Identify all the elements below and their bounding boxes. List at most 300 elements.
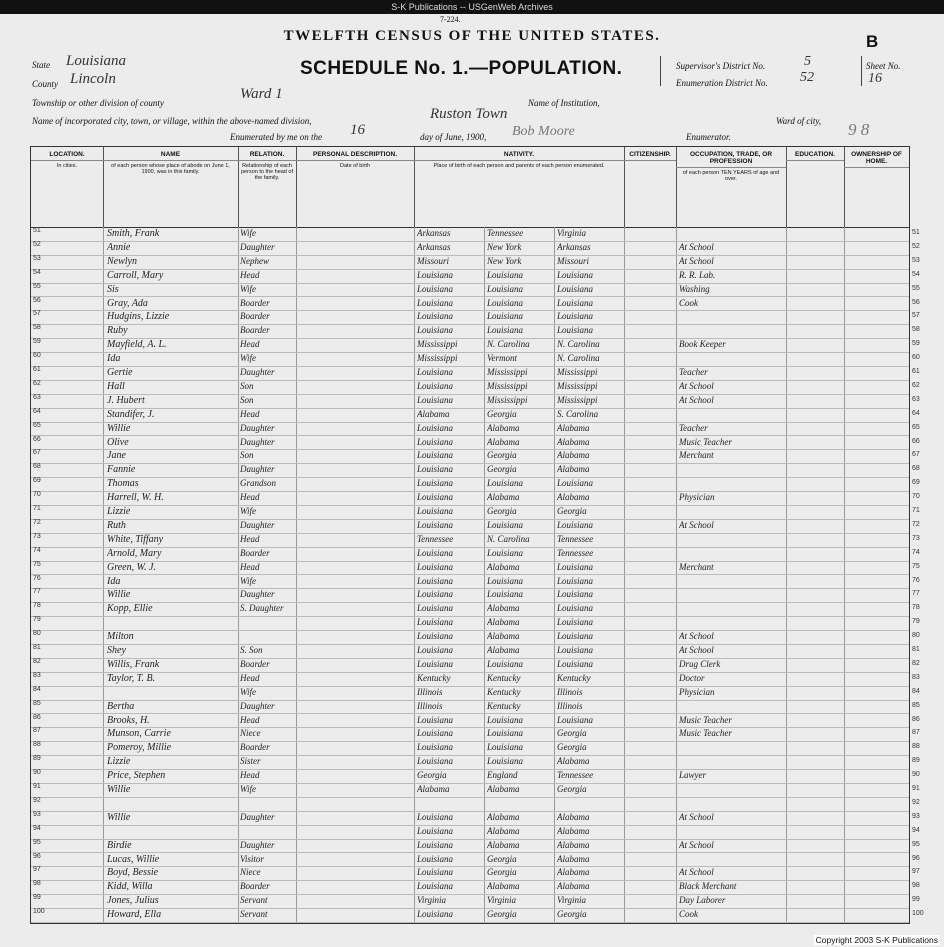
mother-birthplace: Tennessee [557, 533, 594, 544]
occupation: Book Keeper [679, 339, 726, 350]
line-number: 53 [33, 254, 41, 262]
line-number: 74 [33, 546, 41, 554]
line-number-right: 63 [912, 395, 920, 403]
birthplace: Louisiana [417, 617, 454, 628]
table-row [31, 408, 909, 423]
mother-birthplace: Tennessee [557, 547, 594, 558]
schedule-title: SCHEDULE No. 1.—POPULATION. [300, 58, 623, 79]
table-row [31, 755, 909, 770]
father-birthplace: Georgia [487, 909, 517, 920]
person-name: Price, Stephen [107, 770, 166, 782]
line-number: 63 [33, 393, 41, 401]
occupation: Teacher [679, 422, 708, 433]
birthplace: Louisiana [417, 464, 454, 475]
relation: Head [240, 770, 260, 781]
birthplace: Louisiana [417, 380, 454, 391]
table-row [31, 561, 909, 576]
father-birthplace: Alabama [487, 631, 520, 642]
relation: Nephew [240, 255, 269, 266]
line-number-right: 79 [912, 618, 920, 626]
birthplace: Arkansas [417, 228, 451, 238]
line-number: 100 [33, 908, 45, 916]
line-number: 94 [33, 824, 41, 832]
mother-birthplace: Georgia [557, 909, 587, 920]
person-name: Willie [107, 811, 131, 823]
line-number-right: 99 [912, 896, 920, 904]
father-birthplace: Alabama [487, 561, 520, 572]
occupation: At School [679, 631, 714, 642]
line-number: 66 [33, 435, 41, 443]
father-birthplace: Alabama [487, 436, 520, 447]
relation: Head [240, 672, 260, 683]
relation: Head [240, 533, 260, 544]
state-value: Louisiana [66, 53, 127, 69]
person-name: Taylor, T. B. [107, 672, 156, 684]
occupation: Physician [679, 492, 715, 503]
relation: Boarder [240, 325, 270, 336]
father-birthplace: New York [487, 241, 522, 252]
line-number-right: 54 [912, 270, 920, 278]
birthplace: Louisiana [417, 478, 454, 489]
line-number: 77 [33, 588, 41, 596]
birthplace: Louisiana [417, 881, 454, 892]
father-birthplace: Georgia [487, 464, 517, 475]
line-number: 89 [33, 755, 41, 763]
birthplace: Louisiana [417, 561, 454, 572]
person-name: Willie [107, 784, 131, 795]
occupation: R. R. Lab. [679, 269, 716, 280]
person-name: Munson, Carrie [107, 728, 171, 740]
line-number-right: 67 [912, 451, 920, 459]
line-number-right: 92 [912, 798, 920, 806]
father-birthplace: England [487, 770, 518, 781]
line-number: 62 [33, 379, 41, 387]
relation-header: RELATION. Relationship of each person to the head of the family. [238, 147, 297, 227]
relation: Head [240, 714, 260, 725]
location-header: LOCATION. In cities. [31, 147, 104, 227]
table-row [31, 630, 909, 645]
birthplace: Louisiana [417, 742, 454, 753]
line-number-right: 52 [912, 242, 920, 250]
occupation: At School [679, 839, 714, 850]
sheet-label: Sheet No. [866, 61, 901, 71]
person-name: Standifer, J. [107, 408, 155, 420]
table-row [31, 463, 909, 478]
line-number-right: 75 [912, 562, 920, 570]
person-name: Milton [107, 631, 134, 643]
table-row [31, 783, 909, 798]
table-row [31, 394, 909, 409]
line-number: 75 [33, 560, 41, 568]
father-birthplace: Alabama [487, 422, 520, 433]
person-name: Arnold, Mary [107, 547, 162, 559]
relation: Head [240, 339, 260, 350]
relation: Wife [240, 228, 256, 238]
relation: Wife [240, 506, 256, 516]
state-label: State [32, 60, 50, 70]
line-number-right: 87 [912, 729, 920, 737]
person-name: Annie [107, 241, 131, 253]
line-number-right: 91 [912, 785, 920, 792]
table-row [31, 255, 909, 270]
father-birthplace: Kentucky [487, 672, 521, 683]
table-row [31, 797, 909, 812]
line-number: 80 [33, 630, 41, 638]
father-birthplace: Louisiana [487, 714, 524, 725]
birthplace: Louisiana [417, 394, 454, 405]
table-row [31, 422, 909, 437]
occupation: Cook [679, 297, 698, 308]
relation: Boarder [240, 547, 270, 558]
line-number-right: 68 [912, 465, 920, 473]
person-name: Mayfield, A. L. [107, 339, 167, 351]
census-title: TWELFTH CENSUS OF THE UNITED STATES. [283, 28, 661, 44]
line-number: 58 [33, 324, 41, 332]
table-row [31, 533, 909, 548]
table-row [31, 894, 909, 909]
line-number: 72 [33, 518, 41, 526]
line-number: 95 [33, 838, 41, 846]
father-birthplace: Louisiana [487, 297, 524, 308]
line-number-right: 57 [912, 312, 920, 320]
table-row [31, 310, 909, 325]
line-number-right: 86 [912, 715, 920, 723]
line-number: 87 [33, 727, 41, 735]
mother-birthplace: Georgia [557, 784, 587, 794]
table-row [31, 366, 909, 381]
table-row [31, 547, 909, 562]
line-number: 67 [33, 449, 41, 457]
relation: Boarder [240, 297, 270, 308]
mother-birthplace: Alabama [557, 839, 590, 850]
relation: Son [240, 380, 254, 391]
occupation: Music Teacher [679, 436, 732, 447]
table-row [31, 227, 909, 242]
line-number-right: 58 [912, 326, 920, 334]
person-name: Brooks, H. [107, 714, 150, 726]
line-number: 73 [33, 532, 41, 540]
father-birthplace: Kentucky [487, 700, 521, 711]
occupation: Doctor [679, 672, 705, 683]
relation: Wife [240, 283, 256, 294]
line-number: 82 [33, 657, 41, 665]
line-number: 88 [33, 741, 41, 749]
mother-birthplace: Virginia [557, 895, 586, 906]
mother-birthplace: Virginia [557, 228, 586, 238]
relation: Daughter [240, 422, 275, 433]
birthplace: Mississippi [417, 339, 458, 350]
birthplace: Louisiana [417, 519, 454, 530]
birthplace: Louisiana [417, 297, 454, 308]
form-number: 7-224. [440, 15, 461, 24]
township-value: Ward 1 [240, 86, 283, 102]
line-number-right: 64 [912, 409, 920, 417]
line-number: 90 [33, 769, 41, 777]
enumeration-label: Enumeration District No. [676, 78, 768, 88]
line-number: 91 [33, 783, 41, 790]
line-number: 51 [33, 227, 41, 234]
occupation: At School [679, 811, 714, 822]
line-number-right: 62 [912, 381, 920, 389]
father-birthplace: Tennessee [487, 228, 524, 238]
population-table [30, 146, 924, 924]
birthplace: Virginia [417, 895, 446, 906]
mother-birthplace: Louisiana [557, 297, 594, 308]
father-birthplace: Louisiana [487, 728, 524, 739]
table-row [31, 324, 909, 339]
mother-birthplace: Illinois [557, 686, 583, 697]
mother-birthplace: Arkansas [557, 241, 591, 252]
birthplace: Louisiana [417, 658, 454, 669]
table-row [31, 700, 909, 715]
person-name: Ida [107, 575, 121, 587]
birthplace: Louisiana [417, 825, 454, 836]
line-number-right: 59 [912, 340, 920, 348]
copyright-footer: Copyright 2003 S-K Publications [815, 935, 938, 945]
relation: Head [240, 269, 260, 280]
table-row [31, 866, 909, 881]
person-name: Willis, Frank [107, 658, 160, 670]
person-name: Willie [107, 589, 131, 601]
line-number-right: 74 [912, 548, 920, 556]
person-name: Thomas [107, 478, 139, 490]
father-birthplace: Alabama [487, 839, 520, 850]
line-number: 83 [33, 671, 41, 679]
occupation: Cook [679, 909, 698, 920]
person-name: Willie [107, 422, 131, 434]
birthplace: Alabama [417, 784, 450, 794]
line-number-right: 72 [912, 520, 920, 528]
occupation: At School [679, 867, 714, 878]
line-number: 79 [33, 616, 41, 624]
line-number-right: 95 [912, 840, 920, 848]
line-number: 71 [33, 505, 41, 512]
mother-birthplace: Illinois [557, 700, 583, 711]
relation: Head [240, 408, 260, 419]
relation: Wife [240, 575, 256, 586]
line-number-right: 65 [912, 423, 920, 431]
father-birthplace: Alabama [487, 811, 520, 822]
mother-birthplace: Missouri [557, 255, 590, 266]
supervisor-label: Supervisor's District No. [676, 61, 766, 71]
person-name: Lizzie [107, 756, 131, 768]
person-name: Olive [107, 436, 129, 448]
line-number-right: 85 [912, 701, 920, 709]
line-number: 55 [33, 282, 41, 290]
person-name: Lucas, Willie [107, 853, 160, 865]
person-name: Howard, Ella [107, 909, 162, 921]
person-name: Hudgins, Lizzie [107, 311, 170, 323]
relation: Daughter [240, 436, 275, 447]
line-number: 92 [33, 796, 41, 804]
relation: Daughter [240, 241, 275, 252]
relation: Daughter [240, 589, 275, 600]
relation: Niece [240, 867, 261, 878]
father-birthplace: Mississippi [487, 380, 528, 391]
birthplace: Louisiana [417, 506, 454, 516]
table-row [31, 672, 909, 687]
line-number: 96 [33, 852, 41, 860]
line-number-right: 70 [912, 493, 920, 501]
person-name: Kidd, Willa [107, 881, 153, 893]
birthplace: Louisiana [417, 367, 454, 377]
birthplace: Louisiana [417, 283, 454, 294]
occupation: Lawyer [679, 770, 706, 781]
table-row [31, 644, 909, 659]
line-number: 59 [33, 338, 41, 346]
birthplace: Louisiana [417, 839, 454, 850]
township-label: Township or other division of county [32, 98, 164, 108]
table-row [31, 283, 909, 298]
person-name: Fannie [107, 464, 136, 476]
county-value: Lincoln [70, 71, 116, 87]
table-row [31, 588, 909, 603]
mother-birthplace: Alabama [557, 867, 590, 878]
mother-birthplace: Alabama [557, 881, 590, 892]
line-number: 78 [33, 602, 41, 610]
relation: Grandson [240, 478, 277, 489]
mother-birthplace: Alabama [557, 464, 590, 475]
relation: Son [240, 394, 254, 405]
father-birthplace: Georgia [487, 506, 517, 516]
birthplace: Tennessee [417, 533, 454, 544]
line-number: 61 [33, 366, 41, 373]
name-header: NAME of each person whose place of abode on June 1, 1900, was in this family. [103, 147, 239, 227]
table-row [31, 491, 909, 506]
relation: Sister [240, 756, 261, 767]
mother-birthplace: S. Carolina [557, 408, 599, 419]
relation: Wife [240, 353, 256, 364]
archive-banner: S-K Publications -- USGenWeb Archives [0, 0, 944, 14]
mother-birthplace: Mississippi [557, 380, 598, 391]
father-birthplace: Louisiana [487, 742, 524, 753]
birthplace: Louisiana [417, 547, 454, 558]
line-number: 69 [33, 477, 41, 485]
mother-birthplace: Louisiana [557, 283, 594, 294]
table-row [31, 839, 909, 854]
birthplace: Louisiana [417, 603, 454, 614]
line-number-right: 51 [912, 229, 920, 236]
day-label: day of June, 1900, [420, 132, 487, 142]
father-birthplace: Alabama [487, 784, 520, 794]
line-number-right: 61 [912, 368, 920, 375]
line-number-right: 100 [912, 910, 924, 918]
birthplace: Louisiana [417, 811, 454, 822]
mother-birthplace: Louisiana [557, 658, 594, 669]
person-name: Ruby [107, 325, 128, 337]
personal-description-header: PERSONAL DESCRIPTION. Date of birth [296, 147, 415, 227]
mother-birthplace: Mississippi [557, 367, 598, 377]
birthplace: Louisiana [417, 589, 454, 600]
table-row [31, 769, 909, 784]
institution-label: Name of Institution, [528, 98, 600, 108]
mother-birthplace: Tennessee [557, 770, 594, 781]
relation: Daughter [240, 811, 275, 822]
table-row [31, 380, 909, 395]
mother-birthplace: Alabama [557, 756, 590, 767]
ownership-header: OWNERSHIP OF HOME. [844, 147, 909, 227]
mother-birthplace: Alabama [557, 436, 590, 447]
table-row [31, 575, 909, 590]
mother-birthplace: Georgia [557, 728, 587, 739]
occupation: At School [679, 241, 714, 252]
birthplace: Louisiana [417, 728, 454, 739]
occupation: Washing [679, 283, 710, 294]
relation: Daughter [240, 839, 275, 850]
table-row [31, 853, 909, 868]
line-number-right: 69 [912, 479, 920, 487]
relation: Head [240, 492, 260, 503]
line-number-right: 82 [912, 659, 920, 667]
enumerator-label: Enumerator. [686, 132, 731, 142]
table-row [31, 686, 909, 701]
occupation: Music Teacher [679, 714, 732, 725]
line-number: 54 [33, 268, 41, 276]
father-birthplace: New York [487, 255, 522, 266]
mother-birthplace: Alabama [557, 422, 590, 433]
relation: Son [240, 450, 254, 461]
birthplace: Louisiana [417, 756, 454, 767]
line-number-right: 71 [912, 507, 920, 514]
father-birthplace: Louisiana [487, 325, 524, 336]
occupation: Teacher [679, 367, 708, 377]
birthplace: Louisiana [417, 867, 454, 878]
mother-birthplace: Georgia [557, 506, 587, 516]
line-number: 98 [33, 880, 41, 888]
mother-birthplace: Alabama [557, 450, 590, 461]
table-row [31, 741, 909, 756]
table-row [31, 338, 909, 353]
line-number-right: 90 [912, 771, 920, 779]
occupation-header: OCCUPATION, TRADE, OR PROFESSION of each person TEN YEARS of age and over. [676, 147, 787, 227]
father-birthplace: Alabama [487, 603, 520, 614]
line-number: 97 [33, 866, 41, 874]
father-birthplace: Louisiana [487, 269, 524, 280]
table-header [31, 147, 909, 228]
relation: Servant [240, 895, 268, 906]
occupation: Physician [679, 686, 715, 697]
mother-birthplace: Louisiana [557, 714, 594, 725]
ward-label: Ward of city, [776, 116, 822, 126]
relation: Daughter [240, 519, 275, 530]
father-birthplace: Louisiana [487, 283, 524, 294]
birthplace: Louisiana [417, 325, 454, 336]
father-birthplace: Alabama [487, 881, 520, 892]
line-number: 64 [33, 407, 41, 415]
table-row [31, 811, 909, 826]
birthplace: Louisiana [417, 645, 454, 655]
table-row [31, 449, 909, 464]
person-name: J. Hubert [107, 394, 145, 406]
birthplace: Missouri [417, 255, 450, 266]
person-name: Hall [107, 380, 125, 392]
father-birthplace: Louisiana [487, 575, 524, 586]
person-name: Pomeroy, Millie [107, 742, 172, 754]
father-birthplace: Louisiana [487, 547, 524, 558]
line-number-right: 96 [912, 854, 920, 862]
father-birthplace: N. Carolina [487, 339, 530, 350]
city-value: Ruston Town [430, 106, 508, 122]
person-name: Smith, Frank [107, 228, 160, 239]
occupation: At School [679, 645, 714, 655]
mother-birthplace: Louisiana [557, 631, 594, 642]
occupation: Black Merchant [679, 881, 737, 892]
father-birthplace: Louisiana [487, 756, 524, 767]
person-name: Harrell, W. H. [107, 492, 164, 504]
line-number: 57 [33, 310, 41, 318]
person-name: Jones, Julius [107, 895, 159, 907]
mother-birthplace: Louisiana [557, 519, 594, 530]
